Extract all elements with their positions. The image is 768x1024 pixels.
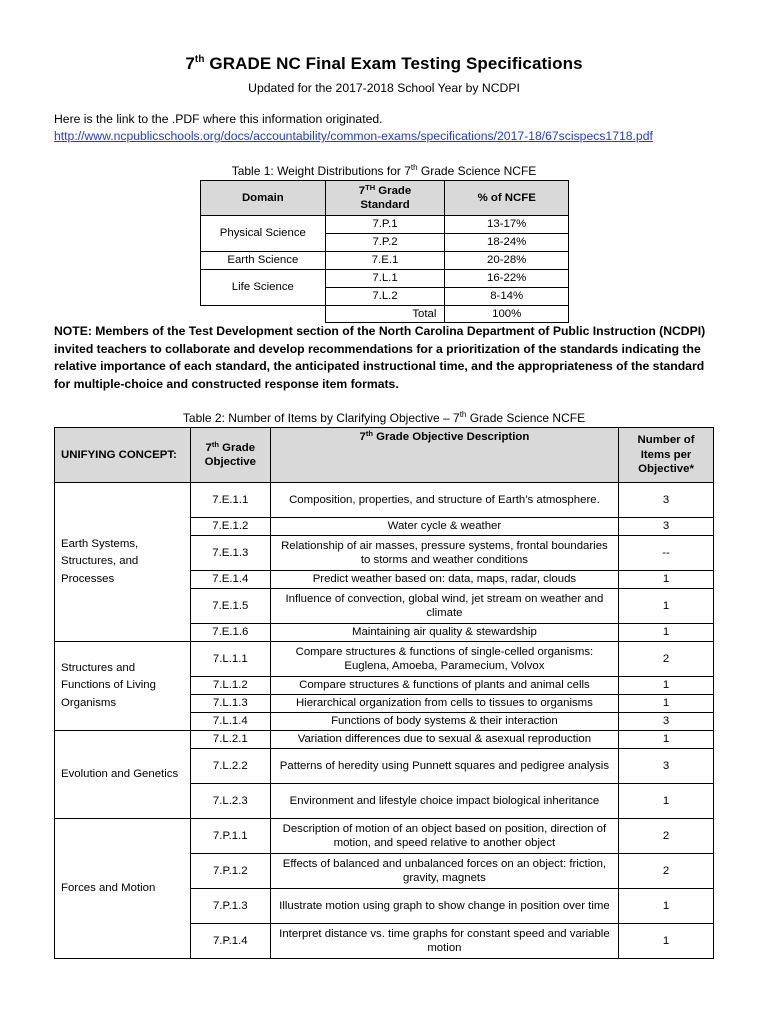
table-row <box>55 483 714 518</box>
description-cell: Influence of convection, global wind, jet stream on weather and climate <box>270 589 618 624</box>
table2-header-description <box>270 428 618 483</box>
objective-cell: 7.L.1.3 <box>190 695 270 713</box>
standard-cell: 7.L.2 <box>325 288 445 306</box>
items-cell: 1 <box>619 589 714 624</box>
description-cell: Predict weather based on: data, maps, radar, clouds <box>270 571 618 589</box>
table1-caption-sup: th <box>410 163 418 172</box>
table1-header-standard-a: Grade <box>375 184 412 197</box>
description-cell: Illustrate motion using graph to show change in position over time <box>270 889 618 924</box>
description-cell: Composition, properties, and structure of Earth’s atmosphere. <box>270 483 618 518</box>
objective-cell: 7.P.1.2 <box>190 854 270 889</box>
items-cell: 3 <box>619 713 714 731</box>
table2-caption-post: Grade Science NCFE <box>466 411 586 425</box>
items-cell: 2 <box>619 819 714 854</box>
standard-cell: 7.L.1 <box>325 270 445 288</box>
items-cell: 3 <box>619 483 714 518</box>
page-subtitle: Updated for the 2017-2018 School Year by NCDPI <box>248 81 520 95</box>
page-title <box>0 54 768 74</box>
table-row <box>55 819 714 854</box>
description-cell: Compare structures & functions of plants and animal cells <box>270 677 618 695</box>
description-cell: Effects of balanced and unbalanced forces on an object: friction, gravity, magnets <box>270 854 618 889</box>
table1-header-standard-sup: TH <box>365 182 376 192</box>
table2-header-concept: UNIFYING CONCEPT: <box>55 428 191 483</box>
description-cell: Hierarchical organization from cells to tissues to organisms <box>270 695 618 713</box>
objective-cell: 7.L.1.2 <box>190 677 270 695</box>
percent-cell: 18-24% <box>445 234 569 252</box>
description-cell: Maintaining air quality & stewardship <box>270 624 618 642</box>
total-value: 100% <box>445 306 569 323</box>
objective-cell: 7.L.1.1 <box>190 642 270 677</box>
items-cell: 1 <box>619 695 714 713</box>
objective-cell: 7.L.2.3 <box>190 784 270 819</box>
table-row <box>201 216 569 234</box>
objective-cell: 7.P.1.1 <box>190 819 270 854</box>
standard-cell: 7.P.1 <box>325 216 445 234</box>
objective-cell: 7.P.1.4 <box>190 924 270 959</box>
table2-header-objective-b: Objective <box>204 456 256 468</box>
standard-cell: 7.P.2 <box>325 234 445 252</box>
table1-header-percent: % of NCFE <box>445 181 569 216</box>
unifying-concept-cell: Forces and Motion <box>55 819 191 959</box>
domain-cell: Earth Science <box>201 252 326 270</box>
items-cell: 1 <box>619 889 714 924</box>
objective-cell: 7.E.1.1 <box>190 483 270 518</box>
domain-cell: Physical Science <box>201 216 326 252</box>
objective-cell: 7.E.1.4 <box>190 571 270 589</box>
items-cell: 1 <box>619 571 714 589</box>
description-cell: Water cycle & weather <box>270 518 618 536</box>
description-cell: Environment and lifestyle choice impact biological inheritance <box>270 784 618 819</box>
table1-caption-post: Grade Science NCFE <box>417 164 537 178</box>
table2-header-objective-sup: th <box>211 439 219 449</box>
objective-cell: 7.E.1.2 <box>190 518 270 536</box>
items-cell: 1 <box>619 731 714 749</box>
table1-caption-pre: Table 1: Weight Distributions for 7 <box>231 164 411 178</box>
percent-cell: 8-14% <box>445 288 569 306</box>
table1-header-standard-b: Standard <box>360 199 410 211</box>
table2-header-objective-num: 7 <box>205 441 212 454</box>
objective-cell: 7.L.1.4 <box>190 713 270 731</box>
table-row <box>201 252 569 270</box>
items-cell: -- <box>619 536 714 571</box>
table2-header-items: Number of Items per Objective* <box>619 428 714 483</box>
items-cell: 2 <box>619 642 714 677</box>
description-cell: Description of motion of an object based on position, direction of motion, and speed relative to another object <box>270 819 618 854</box>
description-cell: Interpret distance vs. time graphs for constant speed and variable motion <box>270 924 618 959</box>
table1-header-row <box>201 181 569 216</box>
unifying-concept-cell: Earth Systems, Structures, and Processes <box>55 483 191 642</box>
description-cell: Patterns of heredity using Punnett squares and pedigree analysis <box>270 749 618 784</box>
description-cell: Relationship of air masses, pressure systems, frontal boundaries to storms and weather conditions <box>270 536 618 571</box>
table2-header-objective <box>190 428 270 483</box>
objective-cell: 7.E.1.5 <box>190 589 270 624</box>
table1-header-domain: Domain <box>201 181 326 216</box>
empty-cell <box>201 306 326 323</box>
table2-header-objective-a: Grade <box>218 441 256 454</box>
weight-distribution-table <box>200 180 569 323</box>
table2-caption-pre: Table 2: Number of Items by Clarifying Objective – 7 <box>182 411 460 425</box>
standard-cell: 7.E.1 <box>325 252 445 270</box>
description-cell: Variation differences due to sexual & asexual reproduction <box>270 731 618 749</box>
items-cell: 1 <box>619 677 714 695</box>
items-cell: 3 <box>619 518 714 536</box>
items-by-objective-table <box>54 427 714 959</box>
intro-text: Here is the link to the .PDF where this information originated. <box>54 112 383 126</box>
title-superscript: th <box>194 54 205 65</box>
items-cell: 1 <box>619 624 714 642</box>
percent-cell: 13-17% <box>445 216 569 234</box>
total-label: Total <box>325 306 445 323</box>
description-cell: Compare structures & functions of single-celled organisms: Euglena, Amoeba, Paramecium, Volvox <box>270 642 618 677</box>
title-text: GRADE NC Final Exam Testing Specifications <box>209 54 583 73</box>
table1-header-standard-num: 7 <box>358 184 366 197</box>
objective-cell: 7.L.2.1 <box>190 731 270 749</box>
domain-cell: Life Science <box>201 270 326 306</box>
items-cell: 1 <box>619 924 714 959</box>
objective-cell: 7.E.1.3 <box>190 536 270 571</box>
percent-cell: 16-22% <box>445 270 569 288</box>
objective-cell: 7.L.2.2 <box>190 749 270 784</box>
items-cell: 3 <box>619 749 714 784</box>
unifying-concept-cell: Structures and Functions of Living Organisms <box>55 642 191 731</box>
table-row <box>55 642 714 677</box>
items-cell: 1 <box>619 784 714 819</box>
percent-cell: 20-28% <box>445 252 569 270</box>
source-pdf-link[interactable]: http://www.ncpublicschools.org/docs/accountability/common-exams/specifications/2017-18/67scispecs1718.pdf <box>54 129 653 143</box>
items-cell: 2 <box>619 854 714 889</box>
table2-caption-sup: th <box>459 410 467 419</box>
table2-header-row <box>55 428 714 483</box>
table1-header-standard <box>325 181 445 216</box>
description-cell: Functions of body systems & their interaction <box>270 713 618 731</box>
objective-cell: 7.E.1.6 <box>190 624 270 642</box>
table2-caption <box>0 411 768 425</box>
table2-header-description-num: 7 <box>359 431 366 443</box>
table-row <box>55 731 714 749</box>
table1-caption <box>0 164 768 178</box>
objective-cell: 7.P.1.3 <box>190 889 270 924</box>
table2-header-description-sup: th <box>365 429 373 438</box>
table2-header-description-rest: Grade Objective Description <box>372 431 530 443</box>
table1-total-row <box>201 306 569 323</box>
unifying-concept-cell: Evolution and Genetics <box>55 731 191 819</box>
note-paragraph: NOTE: Members of the Test Development section of the North Carolina Department of Public Instruction (NCDPI) invited teachers to collaborate and develop recommendations for a prioritization of the standards indicating the relative importance of each standard, the anticipated instructional time, and the appropriateness of the standard for multiple-choice and constructed response item formats. <box>54 324 706 391</box>
table-row <box>201 270 569 288</box>
title-grade-number: 7 <box>185 54 195 73</box>
